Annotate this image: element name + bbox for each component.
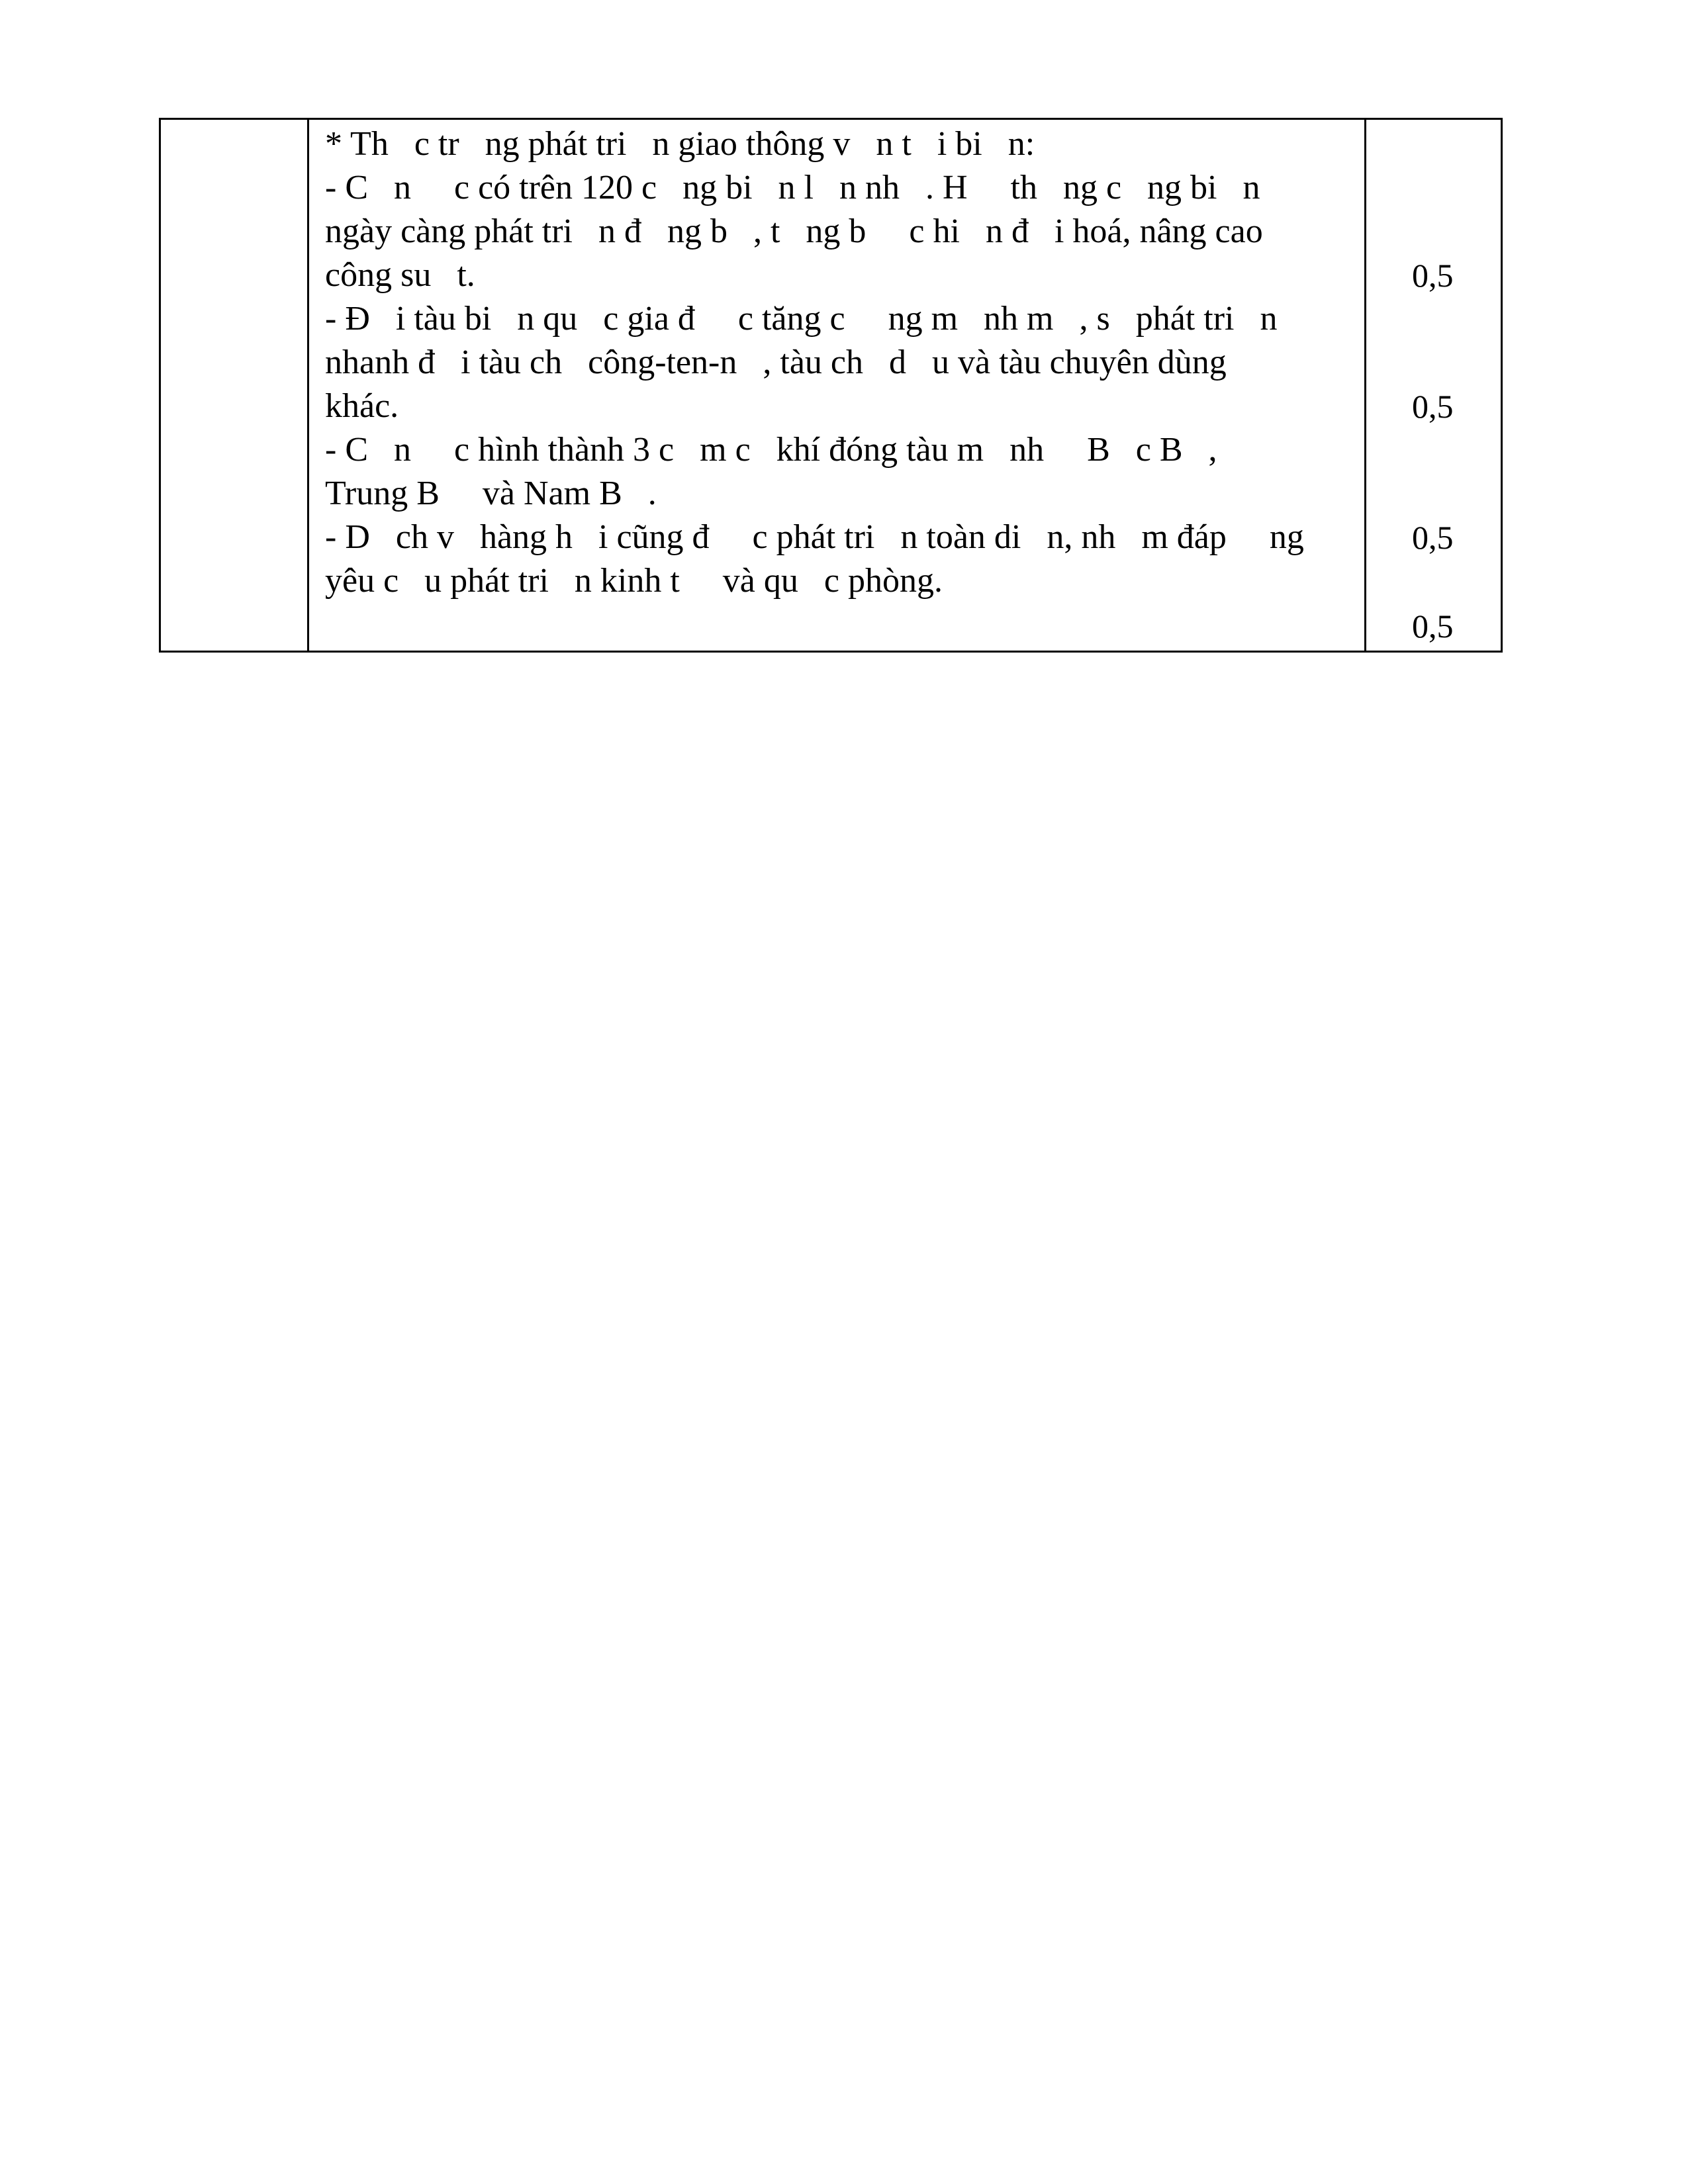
score-cell: 0,5	[1412, 388, 1454, 425]
content-line: yêu c u phát tri n kinh t và qu c phòng.	[325, 562, 943, 600]
score-cell: 0,5	[1412, 257, 1454, 294]
content-line: - D ch v hàng h i cũng đ c phát tri n toàn di n, nh m đáp ng	[325, 518, 1304, 556]
content-heading: * Th c tr ng phát tri n giao thông v n t i bi n:	[325, 125, 1035, 163]
content-line: ngày càng phát tri n đ ng b , t ng b c hi n đ i hoá, nâng cao	[325, 212, 1263, 250]
column-divider-left	[307, 120, 309, 651]
column-divider-right	[1364, 120, 1366, 651]
content-line: công su t.	[325, 256, 475, 294]
content-line: - C n c hình thành 3 c m c khí đóng tàu m nh B c B ,	[325, 431, 1217, 469]
answer-table	[159, 118, 1503, 653]
content-line: khác.	[325, 387, 399, 425]
score-cell: 0,5	[1412, 519, 1454, 556]
content-line: nhanh đ i tàu ch công-ten-n , tàu ch d u và tàu chuyên dùng	[325, 343, 1227, 381]
content-line: - Đ i tàu bi n qu c gia đ c tăng c ng m nh m , s phát tri n	[325, 300, 1278, 338]
content-line: Trung B và Nam B .	[325, 475, 657, 512]
score-cell: 0,5	[1412, 608, 1454, 645]
content-line: - C n c có trên 120 c ng bi n l n nh . H th ng c ng bi n	[325, 169, 1260, 206]
